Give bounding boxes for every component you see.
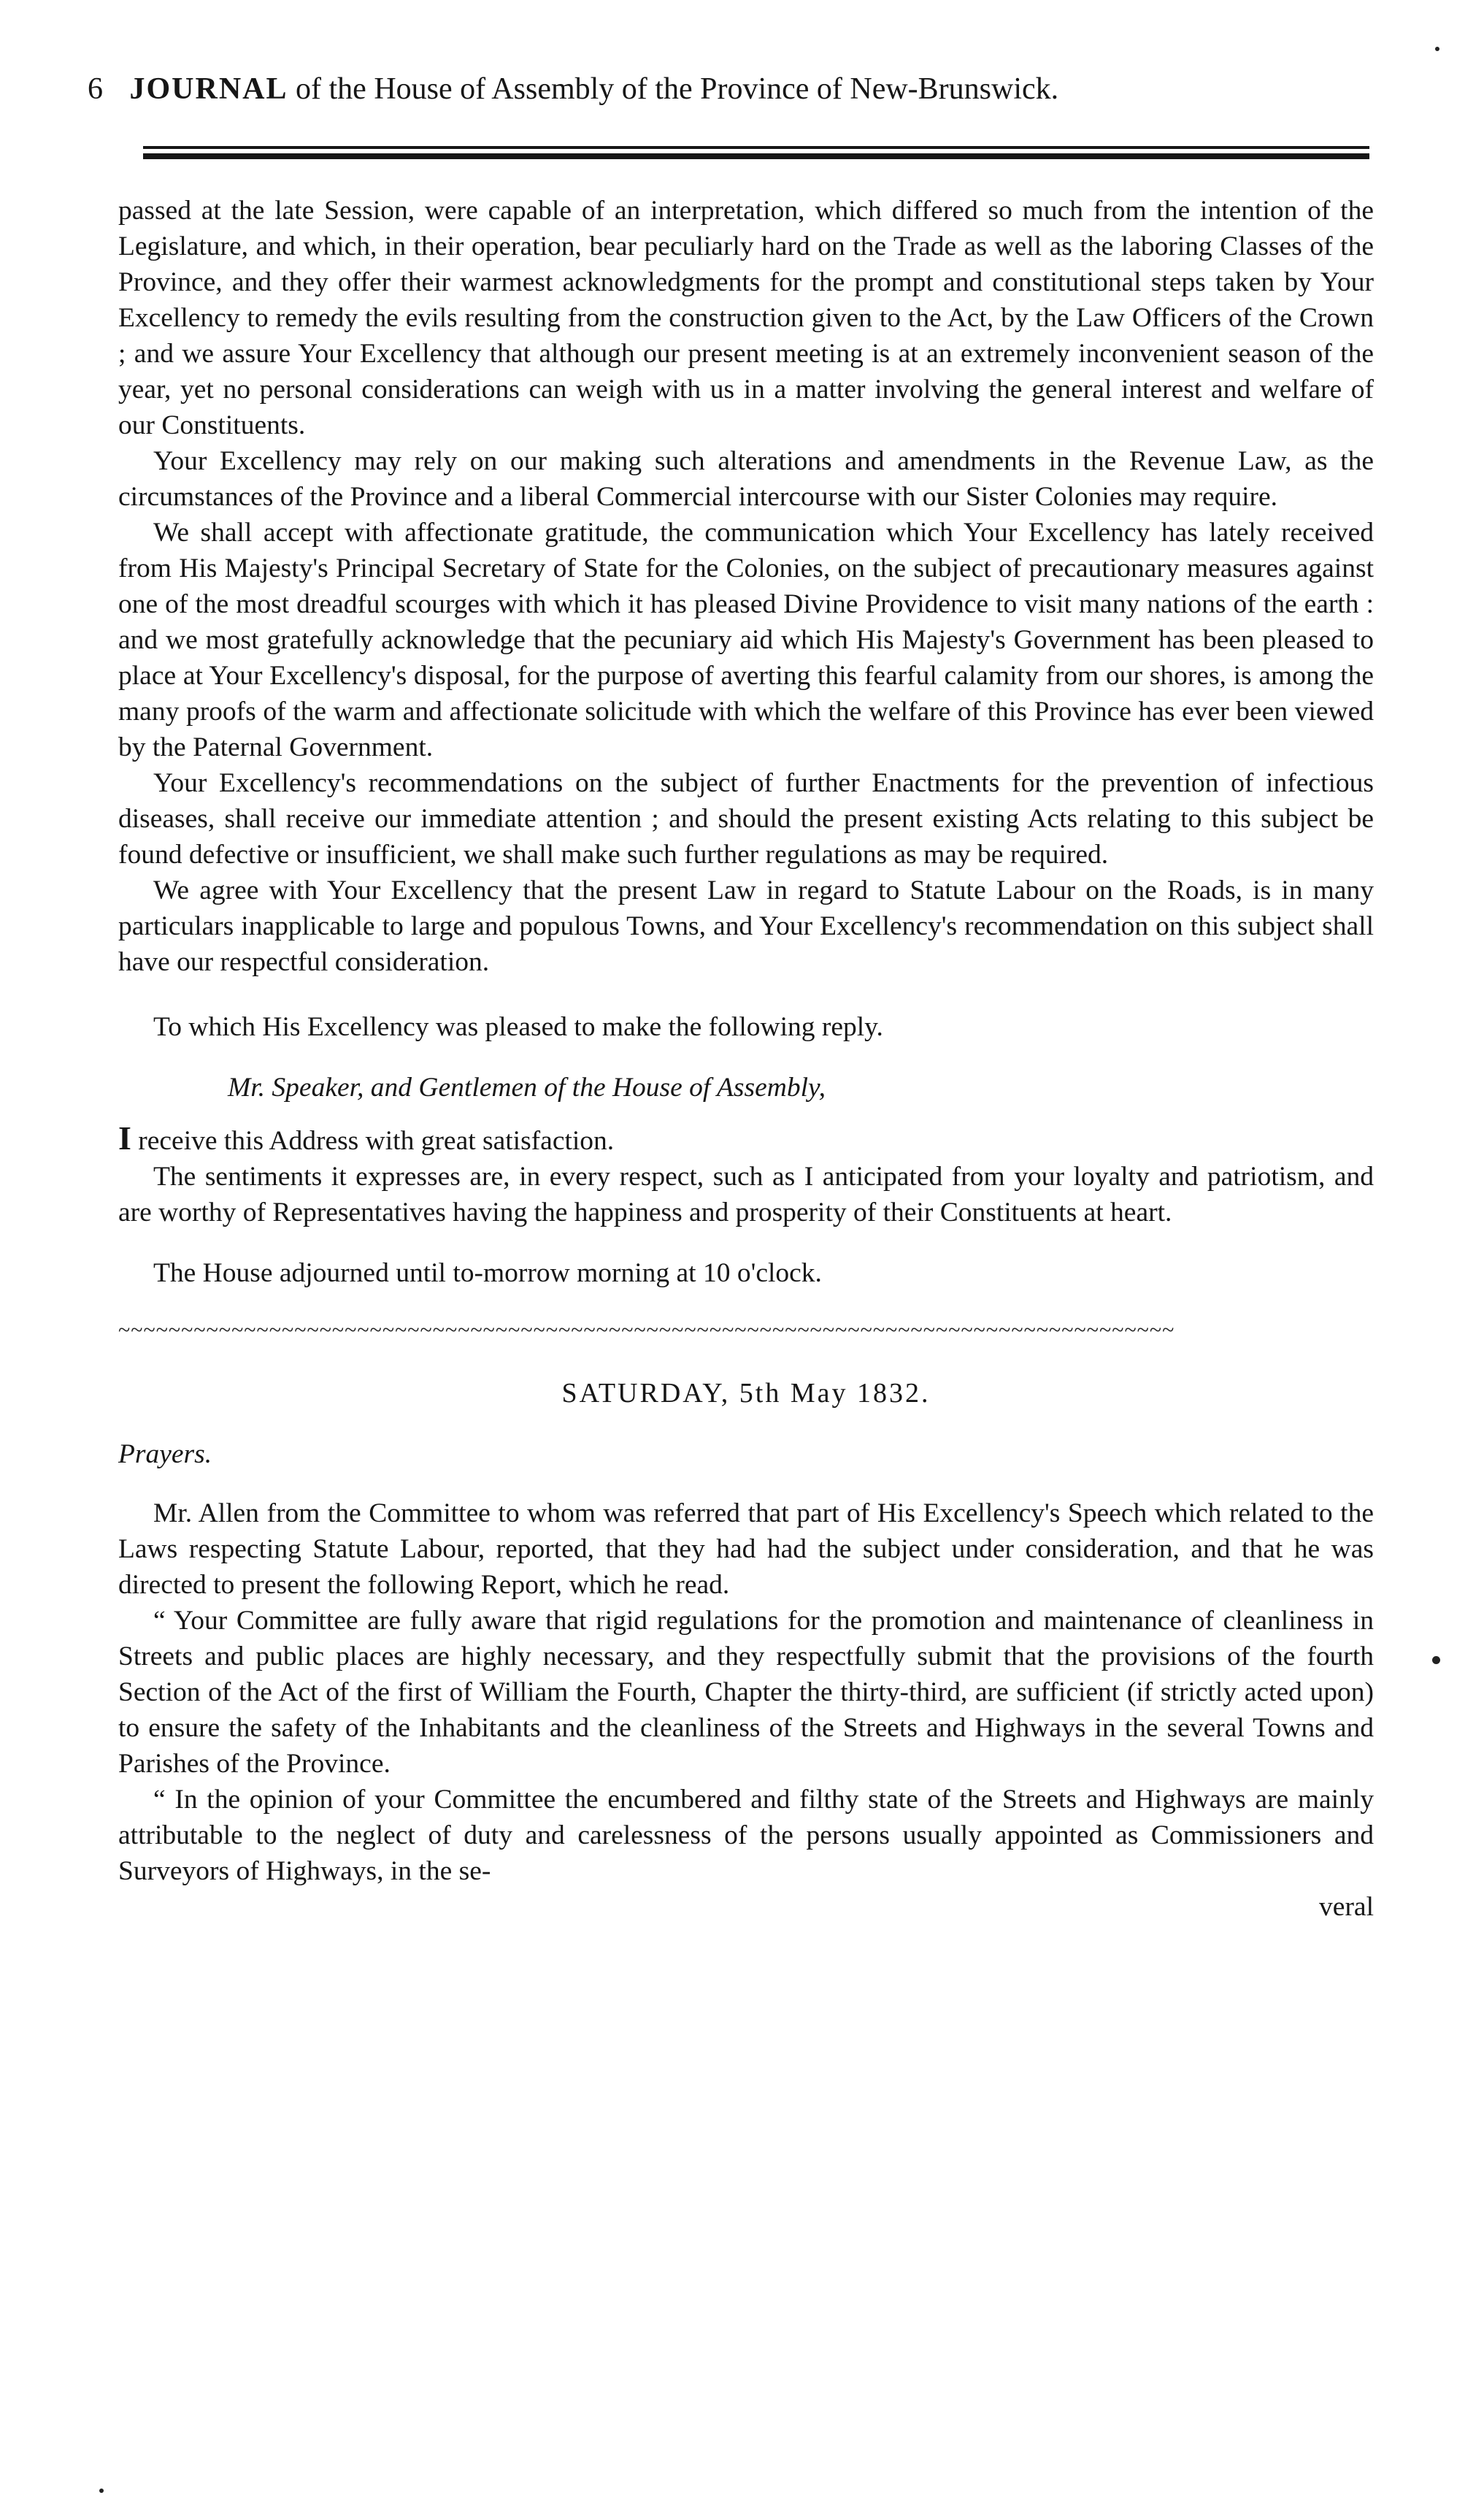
print-speck	[1435, 47, 1439, 51]
header-rule-thin	[143, 146, 1369, 149]
page-body	[118, 193, 1374, 1925]
section-divider: ~~~~~~~~~~~~~~~~~~~~~~~~~~~~~~~~~~~~~~~~~~~~~~~~~~~~~~~~~~~~~~~~~~~~~~~~~~~~~~~~~~~~	[118, 1322, 1175, 1339]
address-paragraph: Your Excellency may rely on our making such alterations and amendments in the Revenue Law, as the circumstances of the Province and a liberal Commercial intercourse with our Sister Colonies may require.	[118, 446, 1374, 512]
address-paragraph: passed at the late Session, were capable of an interpretation, which differed so much from the intention of the Legislature, and which, in their operation, bear peculiarly hard on the Trade as well as the laboring Classes of the Province, and they offer their warmest acknowledgments for the prompt and constitutional steps taken by Your Excellency to remedy the evils resulting from the construction given to the Act, by the Law Officers of the Crown ; and we assure Your Excellency that although our present meeting is at an extremely inconvenient season of the year, yet no personal considerations can weigh with us in a matter involving the general interest and welfare of our Constituents.	[118, 196, 1374, 440]
reply-first-line	[118, 1120, 1374, 1159]
reply-body: The sentiments it expresses are, in every respect, such as I anticipated from your loyalty and patriotism, and are worthy of Representatives having the happiness and prosperity of their Constituents at heart.	[118, 1162, 1374, 1227]
print-speck	[99, 2489, 104, 2493]
address-paragraph: We shall accept with affectionate gratitude, the communication which Your Excellency has lately received from His Majesty's Principal Secretary of State for the Colonies, on the subject of precautionary measures against one of the most dreadful scourges with which it has pleased Divine Providence to visit many nations of the earth : and we most gratefully acknowledge that the pecuniary aid which His Majesty's Government has been pleased to place at Your Excellency's disposal, for the purpose of averting this fearful calamity from our shores, is among the many proofs of the warm and affectionate solicitude with which the welfare of this Province has ever been viewed by the Paternal Government.	[118, 518, 1374, 762]
reply-salutation: Mr. Speaker, and Gentlemen of the House of Assembly,	[228, 1073, 826, 1103]
print-speck	[1432, 1656, 1440, 1664]
adjournment-notice: The House adjourned until to-morrow morning at 10 o'clock.	[153, 1258, 822, 1288]
journal-title: JOURNAL	[129, 72, 288, 106]
reply-dropcap: I	[118, 1119, 131, 1157]
page-number: 6	[88, 72, 103, 106]
header-rule-thick	[143, 153, 1369, 159]
address-paragraph: Your Excellency's recommendations on the subject of further Enactments for the prevention of infectious diseases, shall receive our immediate attention ; and should the present existing Acts relating to this subject be found defective or insufficient, we shall make such further regulations as may be required.	[118, 768, 1374, 870]
reply-intro: To which His Excellency was pleased to make the following reply.	[153, 1012, 883, 1042]
running-header	[88, 70, 1387, 108]
prayers-heading: Prayers.	[118, 1439, 212, 1469]
address-paragraph: We agree with Your Excellency that the present Law in regard to Statute Labour on the Roads, is in many particulars inapplicable to large and populous Towns, and Your Excellency's recommendation on this subject shall have our respectful consideration.	[118, 876, 1374, 977]
report-paragraph: “ Your Committee are fully aware that rigid regulations for the promotion and maintenance of cleanliness in Streets and public places are highly necessary, and they respectfully submit that the provisions of the fourth Section of the Act of the first of William the Fourth, Chapter the thirty-third, are sufficient (if strictly acted upon) to ensure the safety of the Inhabitants and the cleanliness of the Streets and Highways in the several Towns and Parishes of the Province.	[118, 1606, 1374, 1779]
journal-subtitle: of the House of Assembly of the Province of New-Brunswick.	[296, 72, 1059, 106]
report-paragraph: “ In the opinion of your Committee the encumbered and filthy state of the Streets and Highways are mainly attributable to the neglect of duty and carelessness of the persons usually appointed as Commissioners and Surveyors of Highways, in the se-	[118, 1785, 1374, 1886]
catchword: veral	[1319, 1892, 1374, 1922]
report-introduction: Mr. Allen from the Committee to whom was referred that part of His Excellency's Speech which related to the Laws respecting Statute Labour, reported, that they had had the subject under consideration, and that he was directed to present the following Report, which he read.	[118, 1498, 1374, 1600]
session-dateline: SATURDAY, 5th May 1832.	[561, 1378, 931, 1409]
reply-first-line-text: receive this Address with great satisfaction.	[138, 1126, 615, 1156]
